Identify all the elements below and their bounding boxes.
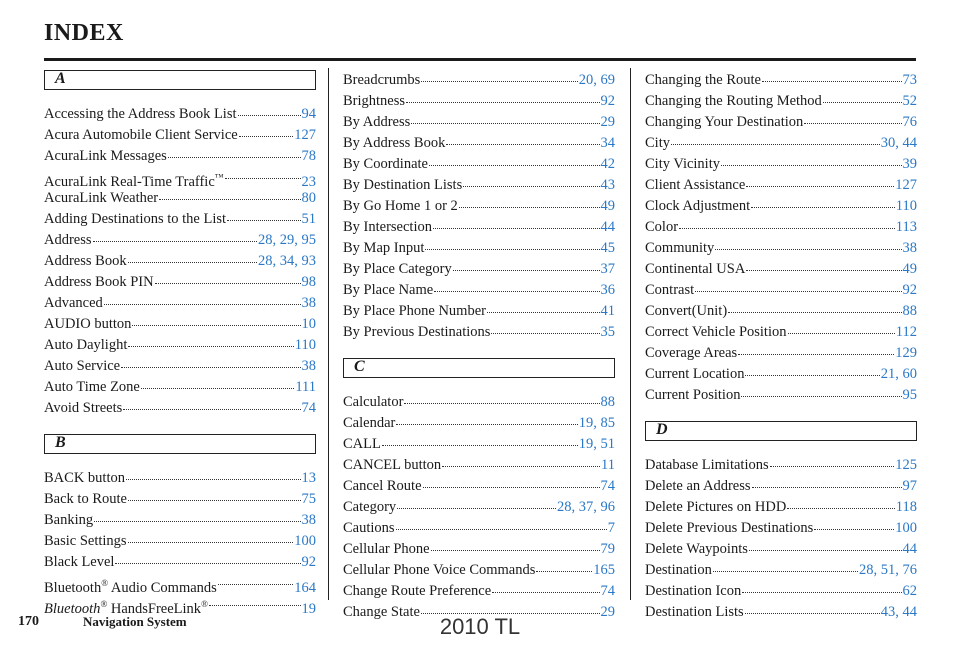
page-reference-link[interactable]: 19, 85 — [578, 415, 615, 431]
entry-term: Current Position — [645, 387, 741, 403]
page-reference-link[interactable]: 34 — [600, 135, 615, 151]
leader-dots — [751, 206, 895, 208]
page-reference-link[interactable]: 164 — [294, 579, 316, 596]
index-entry — [645, 455, 917, 476]
page-reference-link[interactable]: 80 — [301, 190, 316, 206]
entry-term: AcuraLink Messages — [44, 148, 167, 164]
leader-dots — [459, 206, 600, 208]
page-reference-link[interactable]: 28, 37, 96 — [557, 499, 615, 515]
page-reference-link[interactable]: 29 — [600, 114, 615, 130]
leader-dots — [491, 332, 599, 334]
leader-dots — [762, 80, 902, 82]
page-reference-link[interactable]: 74 — [301, 400, 316, 416]
page-reference-link[interactable]: 30, 44 — [880, 135, 917, 151]
page-reference-link[interactable]: 51 — [301, 211, 316, 227]
entry-term: Clock Adjustment — [645, 198, 751, 214]
index-entry — [44, 125, 316, 146]
page-reference-link[interactable]: 129 — [895, 345, 917, 361]
index-entry — [645, 364, 917, 385]
leader-dots — [453, 269, 600, 271]
index-entry — [44, 335, 316, 356]
index-entry — [44, 209, 316, 230]
index-entry — [343, 133, 615, 154]
index-entry — [343, 217, 615, 238]
leader-dots — [404, 402, 599, 404]
index-entry — [44, 251, 316, 272]
entry-term: City Vicinity — [645, 156, 720, 172]
leader-dots — [536, 570, 592, 572]
entry-term: Banking — [44, 512, 94, 528]
page-reference-link[interactable]: 10 — [301, 316, 316, 332]
entry-term: By Destination Lists — [343, 177, 463, 193]
index-entry — [44, 573, 316, 594]
leader-dots — [679, 227, 895, 229]
index-entry — [44, 146, 316, 167]
leader-dots — [397, 507, 556, 509]
index-entry — [44, 377, 316, 398]
entry-term: Address Book PIN — [44, 274, 154, 290]
entry-term: Destination Icon — [645, 583, 742, 599]
page-reference-link[interactable]: 88 — [600, 394, 615, 410]
leader-dots — [425, 248, 599, 250]
leader-dots — [225, 177, 301, 179]
page-reference-link[interactable]: 43, 44 — [880, 604, 917, 620]
entry-term: Continental USA — [645, 261, 746, 277]
page-reference-link[interactable]: 94 — [301, 106, 316, 122]
page-reference-link[interactable]: 23 — [301, 173, 316, 190]
leader-dots — [671, 143, 880, 145]
page-reference-link[interactable]: 36 — [600, 282, 615, 298]
index-entry — [343, 539, 615, 560]
index-entry — [645, 133, 917, 154]
entry-term: By Address Book — [343, 135, 446, 151]
entry-term: Address — [44, 232, 92, 248]
entry-term: Brightness — [343, 93, 406, 109]
index-entry — [645, 497, 917, 518]
leader-dots — [396, 423, 577, 425]
leader-dots — [713, 570, 858, 572]
entry-term: By Place Category — [343, 261, 452, 277]
entry-term: Destination Lists — [645, 604, 744, 620]
index-entry — [343, 238, 615, 259]
page-reference-link[interactable]: 111 — [295, 379, 316, 395]
column-divider — [630, 68, 631, 600]
leader-dots — [128, 261, 257, 263]
entry-term: Address Book — [44, 253, 127, 269]
page-reference-link[interactable]: 28, 34, 93 — [258, 253, 316, 269]
page-reference-link[interactable]: 75 — [301, 491, 316, 507]
section-header-a — [44, 70, 316, 90]
leader-dots — [788, 332, 895, 334]
page-reference-link[interactable]: 49 — [600, 198, 615, 214]
index-entry — [44, 167, 316, 188]
page-reference-link[interactable]: 125 — [895, 457, 917, 473]
page-reference-link[interactable]: 74 — [600, 478, 615, 494]
leader-dots — [431, 549, 600, 551]
entry-term: Avoid Streets — [44, 400, 123, 416]
leader-dots — [218, 583, 293, 585]
leader-dots — [121, 366, 300, 368]
page-reference-link[interactable]: 19 — [301, 600, 316, 617]
entry-term: City — [645, 135, 670, 151]
entry-term: Advanced — [44, 295, 103, 311]
index-entry — [343, 280, 615, 301]
entry-term: Black Level — [44, 554, 115, 570]
leader-dots — [695, 290, 901, 292]
index-entry — [44, 293, 316, 314]
leader-dots — [396, 528, 607, 530]
index-entry — [645, 476, 917, 497]
page-reference-link[interactable]: 44 — [902, 541, 917, 557]
index-entry — [44, 356, 316, 377]
page-reference-link[interactable]: 28, 51, 76 — [859, 562, 917, 578]
page-reference-link[interactable]: 92 — [902, 282, 917, 298]
leader-dots — [745, 374, 879, 376]
leader-dots — [746, 269, 901, 271]
entry-term: Destination — [645, 562, 712, 578]
page-reference-link[interactable]: 29 — [600, 604, 615, 620]
page-reference-link[interactable]: 20, 69 — [578, 72, 615, 88]
index-entry — [44, 489, 316, 510]
entry-term: Bluetooth® Audio Commands — [44, 578, 217, 596]
leader-dots — [132, 324, 300, 326]
index-entry — [645, 560, 917, 581]
index-entry — [645, 385, 917, 406]
page-reference-link[interactable]: 165 — [593, 562, 615, 578]
leader-dots — [128, 499, 301, 501]
index-entry — [44, 104, 316, 125]
entry-term: Current Location — [645, 366, 745, 382]
entry-term: Coverage Areas — [645, 345, 738, 361]
leader-dots — [463, 185, 599, 187]
leader-dots — [814, 528, 894, 530]
page-reference-link[interactable]: 41 — [600, 303, 615, 319]
page-reference-link[interactable]: 35 — [600, 324, 615, 340]
leader-dots — [433, 227, 600, 229]
entry-term: Correct Vehicle Position — [645, 324, 787, 340]
leader-dots — [411, 122, 599, 124]
title-rule — [44, 58, 916, 61]
index-entry — [44, 272, 316, 293]
entry-term: AcuraLink Real-Time Traffic™ — [44, 172, 224, 190]
leader-dots — [442, 465, 600, 467]
index-entry — [645, 112, 917, 133]
page-reference-link[interactable]: 13 — [301, 470, 316, 486]
index-entry — [44, 314, 316, 335]
page-reference-link[interactable]: 100 — [294, 533, 316, 549]
index-entry — [343, 560, 615, 581]
index-entry — [645, 322, 917, 343]
index-entry — [343, 175, 615, 196]
leader-dots — [434, 290, 599, 292]
index-column-1 — [44, 70, 316, 615]
leader-dots — [94, 520, 300, 522]
leader-dots — [93, 240, 257, 242]
page-reference-link[interactable]: 78 — [301, 148, 316, 164]
entry-term: Delete Previous Destinations — [645, 520, 814, 536]
index-entry — [645, 196, 917, 217]
entry-term: AcuraLink Weather — [44, 190, 159, 206]
page-reference-link[interactable]: 95 — [902, 387, 917, 403]
entry-term: Convert(Unit) — [645, 303, 728, 319]
section-header-c — [343, 358, 615, 378]
footer-title: Navigation System — [83, 614, 187, 629]
leader-dots — [406, 101, 599, 103]
entry-term: Change Route Preference — [343, 583, 492, 599]
page-reference-link[interactable]: 112 — [895, 324, 917, 340]
leader-dots — [421, 80, 577, 82]
leader-dots — [749, 549, 902, 551]
index-entry — [44, 594, 316, 615]
page-number: 170 — [18, 614, 39, 629]
entry-term: Calendar — [343, 415, 396, 431]
entry-term: By Address — [343, 114, 411, 130]
index-entry — [343, 518, 615, 539]
index-entry — [645, 539, 917, 560]
page-reference-link[interactable]: 45 — [600, 240, 615, 256]
entry-term: By Go Home 1 or 2 — [343, 198, 458, 214]
entry-term: Cellular Phone Voice Commands — [343, 562, 536, 578]
leader-dots — [787, 507, 894, 509]
entry-term: Changing the Route — [645, 72, 761, 88]
entry-term: CALL — [343, 436, 381, 452]
page-reference-link[interactable]: 98 — [301, 274, 316, 290]
page-reference-link[interactable]: 76 — [902, 114, 917, 130]
leader-dots — [770, 465, 895, 467]
index-entry — [343, 259, 615, 280]
entry-term: Basic Settings — [44, 533, 127, 549]
index-entry — [645, 280, 917, 301]
index-entry — [343, 301, 615, 322]
entry-term: BACK button — [44, 470, 125, 486]
index-entry — [645, 91, 917, 112]
entry-term: Acura Automobile Client Service — [44, 127, 238, 143]
index-entry — [343, 322, 615, 343]
entry-term: Changing Your Destination — [645, 114, 804, 130]
page-reference-link[interactable]: 42 — [600, 156, 615, 172]
index-column-2 — [343, 70, 615, 623]
leader-dots — [738, 353, 894, 355]
index-entry — [645, 70, 917, 91]
leader-dots — [423, 486, 600, 488]
entry-term: Color — [645, 219, 679, 235]
index-entry — [645, 154, 917, 175]
leader-dots — [382, 444, 578, 446]
leader-dots — [209, 604, 301, 606]
page-reference-link[interactable]: 79 — [600, 541, 615, 557]
page-reference-link[interactable]: 28, 29, 95 — [258, 232, 316, 248]
leader-dots — [721, 164, 902, 166]
watermark: 2010 TL — [439, 614, 521, 639]
index-entry — [343, 91, 615, 112]
leader-dots — [446, 143, 599, 145]
section-header-d — [645, 421, 917, 441]
entry-term: Delete an Address — [645, 478, 751, 494]
index-entry — [343, 112, 615, 133]
page-reference-link[interactable]: 100 — [895, 520, 917, 536]
index-entry — [44, 468, 316, 489]
index-entry — [44, 510, 316, 531]
entry-term: Category — [343, 499, 397, 515]
leader-dots — [227, 219, 300, 221]
page-reference-link[interactable]: 74 — [600, 583, 615, 599]
page-reference-link[interactable]: 38 — [301, 358, 316, 374]
leader-dots — [159, 198, 300, 200]
entry-term: Breadcrumbs — [343, 72, 421, 88]
page-reference-link[interactable]: 127 — [895, 177, 917, 193]
page-reference-link[interactable]: 7 — [607, 520, 615, 536]
page-reference-link[interactable]: 110 — [294, 337, 316, 353]
index-entry — [44, 531, 316, 552]
index-entry — [343, 497, 615, 518]
entry-term: Auto Daylight — [44, 337, 128, 353]
entry-term: Auto Service — [44, 358, 121, 374]
index-entry — [343, 154, 615, 175]
entry-term: Bluetooth® HandsFreeLink® — [44, 599, 208, 617]
section-letter: B — [55, 434, 66, 451]
page-reference-link[interactable]: 92 — [600, 93, 615, 109]
leader-dots — [238, 114, 301, 116]
page-reference-link[interactable]: 21, 60 — [880, 366, 917, 382]
leader-dots — [752, 486, 902, 488]
page-reference-link[interactable]: 38 — [301, 295, 316, 311]
leader-dots — [155, 282, 301, 284]
page-reference-link[interactable]: 37 — [600, 261, 615, 277]
entry-term: Cancel Route — [343, 478, 422, 494]
entry-term: By Previous Destinations — [343, 324, 491, 340]
entry-term: CANCEL button — [343, 457, 442, 473]
entry-term: Client Assistance — [645, 177, 746, 193]
section-letter: D — [656, 421, 668, 438]
entry-term: Back to Route — [44, 491, 127, 507]
entry-term: Change State — [343, 604, 420, 620]
index-entry — [44, 552, 316, 573]
page-reference-link[interactable]: 118 — [895, 499, 917, 515]
leader-dots — [804, 122, 901, 124]
page-reference-link[interactable]: 88 — [902, 303, 917, 319]
index-entry — [44, 230, 316, 251]
index-entry — [343, 392, 615, 413]
entry-term: Community — [645, 240, 715, 256]
index-entry — [343, 455, 615, 476]
index-entry — [343, 476, 615, 497]
entry-term: Calculator — [343, 394, 404, 410]
leader-dots — [168, 156, 301, 158]
leader-dots — [115, 562, 300, 564]
index-entry — [343, 196, 615, 217]
page-reference-link[interactable]: 44 — [600, 219, 615, 235]
leader-dots — [728, 311, 901, 313]
leader-dots — [746, 185, 894, 187]
leader-dots — [123, 408, 300, 410]
page-reference-link[interactable]: 52 — [902, 93, 917, 109]
page-reference-link[interactable]: 39 — [902, 156, 917, 172]
column-divider — [328, 68, 329, 600]
entry-term: Database Limitations — [645, 457, 769, 473]
index-entry — [645, 175, 917, 196]
index-entry — [44, 398, 316, 419]
index-entry — [645, 217, 917, 238]
page-reference-link[interactable]: 49 — [902, 261, 917, 277]
entry-term: Auto Time Zone — [44, 379, 140, 395]
entry-term: By Coordinate — [343, 156, 428, 172]
entry-term: Changing the Routing Method — [645, 93, 822, 109]
page-reference-link[interactable]: 62 — [902, 583, 917, 599]
leader-dots — [715, 248, 901, 250]
index-entry — [343, 434, 615, 455]
page-reference-link[interactable]: 113 — [895, 219, 917, 235]
page-reference-link[interactable]: 110 — [895, 198, 917, 214]
leader-dots — [104, 303, 301, 305]
index-entry — [343, 70, 615, 91]
page-reference-link[interactable]: 38 — [301, 512, 316, 528]
entry-term: AUDIO button — [44, 316, 132, 332]
entry-term: Cellular Phone — [343, 541, 430, 557]
index-entry — [645, 301, 917, 322]
page-reference-link[interactable]: 19, 51 — [578, 436, 615, 452]
page-reference-link[interactable]: 11 — [601, 457, 615, 473]
entry-term: Delete Waypoints — [645, 541, 748, 557]
page-reference-link[interactable]: 73 — [902, 72, 917, 88]
leader-dots — [492, 591, 599, 593]
entry-term: By Place Name — [343, 282, 434, 298]
leader-dots — [487, 311, 600, 313]
page-reference-link[interactable]: 127 — [294, 127, 316, 143]
leader-dots — [126, 478, 301, 480]
entry-term: By Map Input — [343, 240, 425, 256]
page-reference-link[interactable]: 43 — [600, 177, 615, 193]
page-title: INDEX — [44, 20, 124, 46]
leader-dots — [823, 101, 902, 103]
entry-term: Contrast — [645, 282, 695, 298]
leader-dots — [429, 164, 600, 166]
section-header-b — [44, 434, 316, 454]
leader-dots — [141, 387, 294, 389]
entry-term: Cautions — [343, 520, 395, 536]
entry-term: By Place Phone Number — [343, 303, 486, 319]
page-reference-link[interactable]: 92 — [301, 554, 316, 570]
section-letter: C — [354, 358, 365, 375]
leader-dots — [128, 541, 294, 543]
index-entry — [645, 259, 917, 280]
leader-dots — [742, 591, 901, 593]
index-entry — [343, 581, 615, 602]
entry-term: By Intersection — [343, 219, 432, 235]
leader-dots — [741, 395, 901, 397]
index-entry — [645, 518, 917, 539]
leader-dots — [128, 345, 293, 347]
entry-term: Accessing the Address Book List — [44, 106, 237, 122]
index-column-3 — [645, 70, 917, 623]
entry-term: Adding Destinations to the List — [44, 211, 227, 227]
section-letter: A — [55, 70, 66, 87]
index-entry — [645, 581, 917, 602]
index-entry — [645, 343, 917, 364]
index-entry — [343, 413, 615, 434]
leader-dots — [239, 135, 294, 137]
page-reference-link[interactable]: 38 — [902, 240, 917, 256]
index-entry — [645, 238, 917, 259]
entry-term: Delete Pictures on HDD — [645, 499, 787, 515]
page-reference-link[interactable]: 97 — [902, 478, 917, 494]
